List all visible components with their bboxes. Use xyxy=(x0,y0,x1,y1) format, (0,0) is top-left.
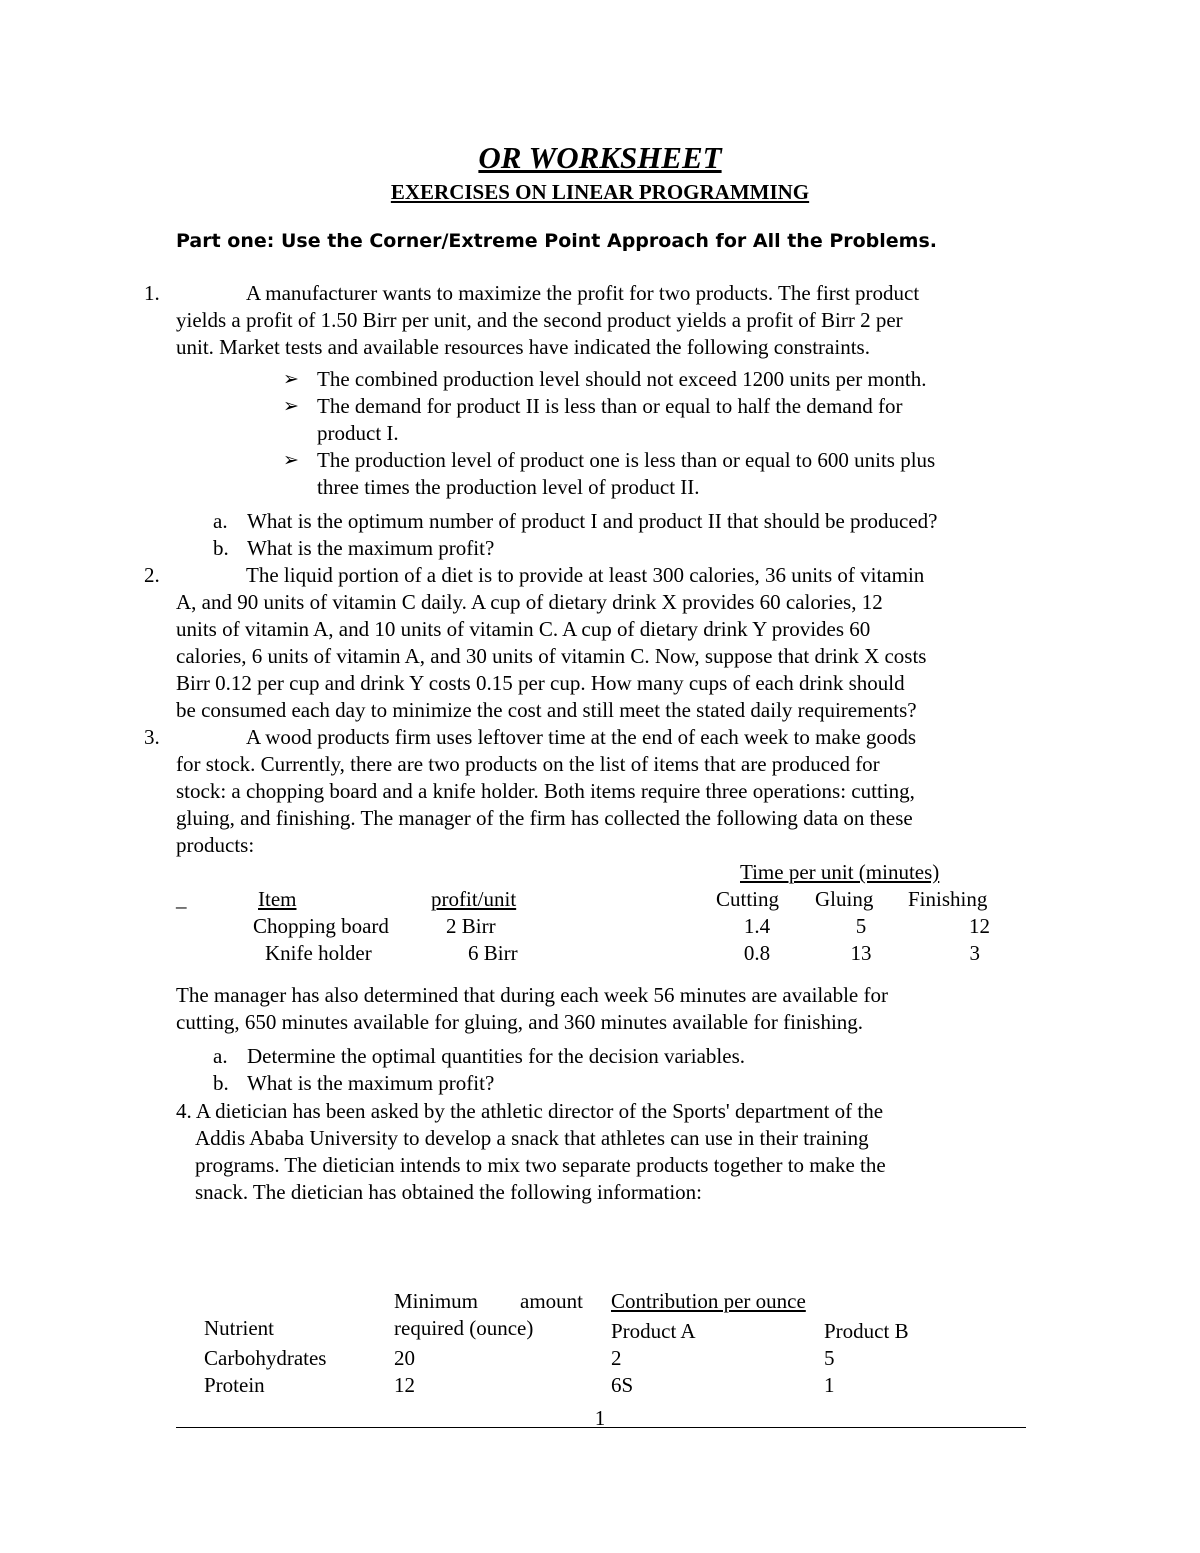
table-cell-cutting: 1.4 xyxy=(743,914,771,938)
table-cell-item: Chopping board xyxy=(253,914,389,938)
sub-question-label: b. xyxy=(213,1071,229,1095)
question-line: Addis Ababa University to develop a snack that athletes can use in their training xyxy=(195,1126,869,1150)
question-line: units of vitamin A, and 10 units of vitamin C. A cup of dietary drink Y provides 60 xyxy=(176,617,871,641)
table-header-profit: profit/unit xyxy=(431,887,517,911)
question-line: Birr 0.12 per cup and drink Y costs 0.15 per cup. How many cups of each drink should xyxy=(176,671,905,695)
table-cell-nutrient: Carbohydrates xyxy=(204,1346,327,1370)
table-header-product-b: Product B xyxy=(824,1319,909,1343)
constraint-bullet: The combined production level should not exceed 1200 units per month. xyxy=(317,367,927,391)
table-header-nutrient: Nutrient xyxy=(204,1316,274,1340)
table-header-minimum: Minimum xyxy=(394,1289,479,1313)
question-number: 1. xyxy=(144,281,160,305)
question-number: 2. xyxy=(144,563,160,587)
table-cell-required: 20 xyxy=(394,1346,415,1370)
table-cell-profit: 6 Birr xyxy=(468,941,518,965)
table-cell-product-b: 5 xyxy=(824,1346,835,1370)
sub-question-label: b. xyxy=(213,536,229,560)
table-cell-cutting: 0.8 xyxy=(743,941,771,965)
question-line: yields a profit of 1.50 Birr per unit, and the second product yields a profit of Birr 2 per xyxy=(176,308,903,332)
sub-question: What is the optimum number of product I and product II that should be produced? xyxy=(247,509,938,533)
question-line: gluing, and finishing. The manager of the firm has collected the following data on these xyxy=(176,806,913,830)
bullet-arrow-icon: ➢ xyxy=(283,450,299,471)
question-line: 4. A dietician has been asked by the athletic director of the Sports' department of the xyxy=(176,1099,884,1123)
bullet-arrow-icon: ➢ xyxy=(283,369,299,390)
table-cell-gluing: 13 xyxy=(850,941,872,965)
question-line: be consumed each day to minimize the cost and still meet the stated daily requirements? xyxy=(176,698,917,722)
footer-rule xyxy=(176,1427,1026,1428)
part-heading: Part one: Use the Corner/Extreme Point Approach for All the Problems. xyxy=(176,230,937,252)
question-line: cutting, 650 minutes available for gluing, and 360 minutes available for finishing. xyxy=(176,1010,864,1034)
table-header-gluing: Gluing xyxy=(815,887,874,911)
question-line: products: xyxy=(176,833,255,857)
question-line: snack. The dietician has obtained the following information: xyxy=(195,1180,702,1204)
constraint-bullet-cont: product I. xyxy=(317,421,399,445)
question-line: A wood products firm uses leftover time at the end of each week to make goods xyxy=(246,725,917,749)
bullet-arrow-icon: ➢ xyxy=(283,396,299,417)
question-line: programs. The dietician intends to mix two separate products together to make the xyxy=(195,1153,886,1177)
question-line: A manufacturer wants to maximize the profit for two products. The first product xyxy=(246,281,920,305)
question-line: unit. Market tests and available resources have indicated the following constraints. xyxy=(176,335,870,359)
table-cell-profit: 2 Birr xyxy=(446,914,496,938)
page-title: OR WORKSHEET xyxy=(478,140,722,175)
question-line: A, and 90 units of vitamin C daily. A cup of dietary drink X provides 60 calories, 12 xyxy=(176,590,883,614)
table-group-header: Contribution per ounce xyxy=(611,1289,806,1313)
question-line: The manager has also determined that during each week 56 minutes are available for xyxy=(176,983,888,1007)
table-header-finishing: Finishing xyxy=(908,887,988,911)
question-line: stock: a chopping board and a knife holder. Both items require three operations: cutting, xyxy=(176,779,915,803)
sub-question: What is the maximum profit? xyxy=(247,536,495,560)
table-cell-product-a: 6S xyxy=(611,1373,634,1397)
table-cell-product-a: 2 xyxy=(611,1346,622,1370)
constraint-bullet-cont: three times the production level of product II. xyxy=(317,475,700,499)
table-cell-item: Knife holder xyxy=(265,941,372,965)
page-subtitle: EXERCISES ON LINEAR PROGRAMMING xyxy=(390,180,810,204)
constraint-bullet: The production level of product one is less than or equal to 600 units plus xyxy=(317,448,936,472)
table-cell-required: 12 xyxy=(394,1373,415,1397)
table-group-header: Time per unit (minutes) xyxy=(740,860,940,884)
sub-question-label: a. xyxy=(213,1044,228,1068)
page-number: 1 xyxy=(594,1406,606,1430)
sub-question: What is the maximum profit? xyxy=(247,1071,495,1095)
table-header-product-a: Product A xyxy=(611,1319,696,1343)
table-cell-product-b: 1 xyxy=(824,1373,835,1397)
sub-question: Determine the optimal quantities for the decision variables. xyxy=(247,1044,746,1068)
constraint-bullet: The demand for product II is less than or equal to half the demand for xyxy=(317,394,903,418)
table-header-required: required (ounce) xyxy=(394,1316,534,1340)
table-dash: _ xyxy=(176,887,187,911)
table-cell-nutrient: Protein xyxy=(204,1373,265,1397)
table-header-cutting: Cutting xyxy=(716,887,780,911)
table-cell-finishing: 3 xyxy=(969,941,980,965)
table-header-amount: amount xyxy=(520,1289,583,1313)
question-line: calories, 6 units of vitamin A, and 30 units of vitamin C. Now, suppose that drink X costs xyxy=(176,644,927,668)
sub-question-label: a. xyxy=(213,509,228,533)
table-header-item: Item xyxy=(258,887,297,911)
table-cell-gluing: 5 xyxy=(855,914,867,938)
table-cell-finishing: 12 xyxy=(969,914,990,938)
question-line: The liquid portion of a diet is to provide at least 300 calories, 36 units of vitamin xyxy=(246,563,925,587)
question-line: for stock. Currently, there are two products on the list of items that are produced for xyxy=(176,752,880,776)
question-number: 3. xyxy=(144,725,160,749)
